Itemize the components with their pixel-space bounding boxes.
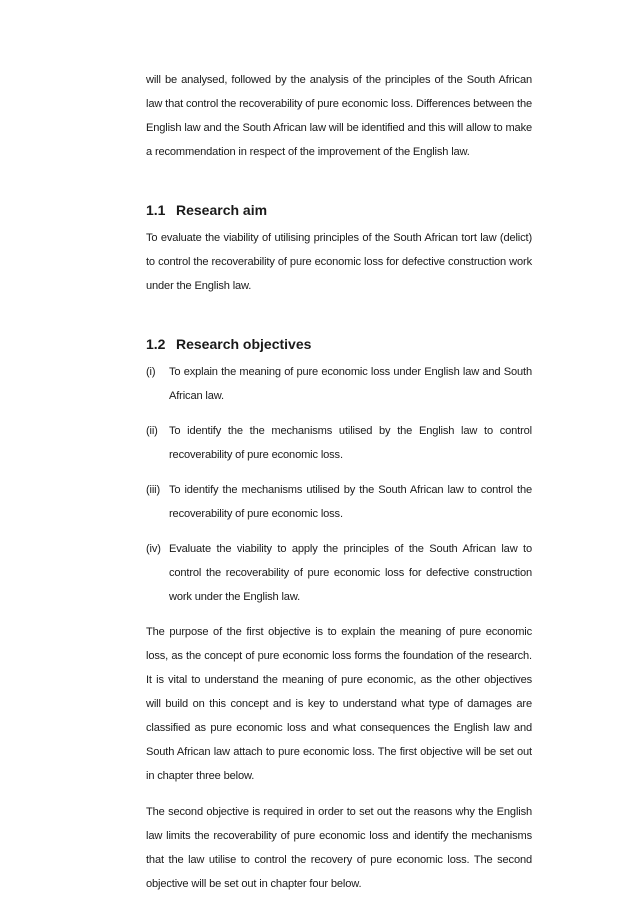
objective-marker: (iii) [146,484,161,496]
second-objective-paragraph: The second objective is required in order to set out the reasons why the English law limits the recoverability of pure economic loss and identify the mechanisms that the law utilise to control the recovery of pure economic loss. The second objective will be set out in chapter four below. [146,806,532,890]
objective-marker: (iv) [146,543,161,555]
objective-marker: (i) [146,366,156,378]
section-heading-research-aim [146,198,532,222]
first-objective-paragraph: The purpose of the first objective is to explain the meaning of pure economic loss, as the concept of pure economic loss forms the foundation of the research. It is vital to understand the meaning of pure economic, as the other objectives will build on this concept and is key to understand what type of damages are classified as pure economic loss and what consequences the English law and South African law attach to pure economic loss. The first objective will be set out in chapter three below. [146,626,532,782]
research-aim-paragraph: To evaluate the viability of utilising principles of the South African tort law (delict) to control the recoverability of pure economic loss for defective construction work under the English law. [146,232,532,292]
objective-item [146,478,532,526]
objective-item [146,360,532,408]
objective-item [146,419,532,467]
objective-text: To identify the mechanisms utilised by the South African law to control the recoverability of pure economic loss. [169,484,532,520]
objective-item [146,537,532,609]
objective-text: To identify the the mechanisms utilised by the English law to control recoverability of pure economic loss. [169,425,532,461]
objective-marker: (ii) [146,425,158,437]
intro-paragraph: will be analysed, followed by the analysis of the principles of the South African law that control the recoverability of pure economic loss. Differences between the English law and the South African law will be identified and this will allow to make a recommendation in respect of the improvement of the English law. [146,74,532,158]
section-heading-research-objectives [146,332,532,356]
section-title: Research aim [176,202,268,218]
document-page [146,68,532,896]
objective-text: To explain the meaning of pure economic loss under English law and South African law. [169,366,532,402]
section-title: Research objectives [176,336,312,352]
section-number: 1.2 [146,336,166,352]
objectives-list [146,360,532,609]
section-number: 1.1 [146,202,166,218]
objective-text: Evaluate the viability to apply the principles of the South African law to control the recoverability of pure economic loss for defective construction work under the English law. [169,543,532,603]
